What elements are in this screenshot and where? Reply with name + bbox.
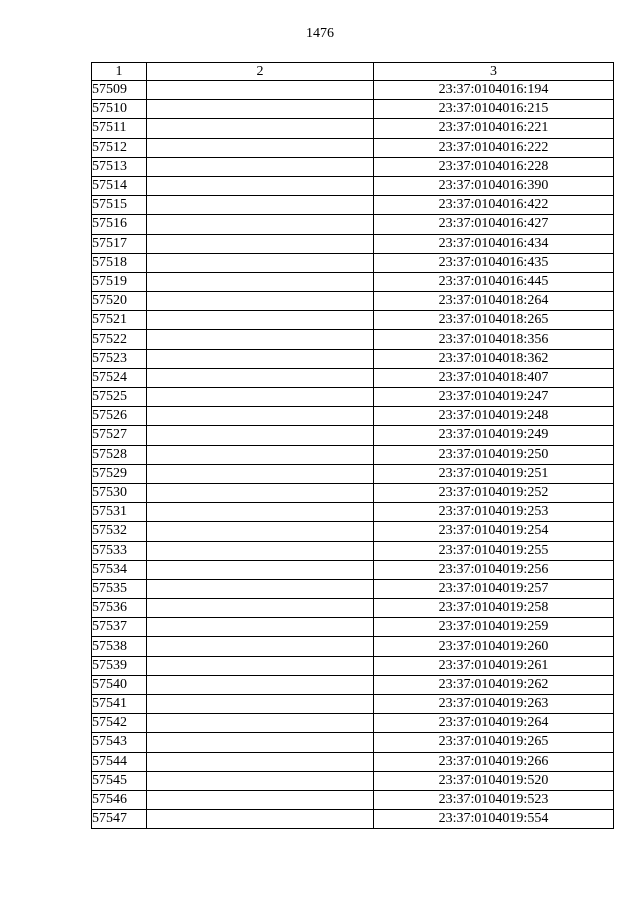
table-row: [92, 311, 614, 330]
row-number-cell: 57515: [92, 196, 147, 215]
cadastral-number-cell: 23:37:0104019:248: [374, 407, 614, 426]
row-number-cell: 57524: [92, 368, 147, 387]
row-number-cell: 57523: [92, 349, 147, 368]
cadastral-number-cell: 23:37:0104019:257: [374, 579, 614, 598]
table-row: [92, 292, 614, 311]
row-number-cell: 57545: [92, 771, 147, 790]
row-col2-cell: [147, 599, 374, 618]
table-row: [92, 445, 614, 464]
cadastral-number-cell: 23:37:0104016:422: [374, 196, 614, 215]
row-number-cell: 57519: [92, 272, 147, 291]
row-col2-cell: [147, 503, 374, 522]
row-number-cell: 57528: [92, 445, 147, 464]
row-number-cell: 57517: [92, 234, 147, 253]
row-number-cell: 57509: [92, 81, 147, 100]
row-number-cell: 57543: [92, 733, 147, 752]
cadastral-number-cell: 23:37:0104019:262: [374, 675, 614, 694]
row-number-cell: 57513: [92, 157, 147, 176]
row-number-cell: 57531: [92, 503, 147, 522]
row-number-cell: 57521: [92, 311, 147, 330]
row-number-cell: 57536: [92, 599, 147, 618]
row-col2-cell: [147, 579, 374, 598]
row-col2-cell: [147, 656, 374, 675]
table-row: [92, 157, 614, 176]
cadastral-number-cell: 23:37:0104019:259: [374, 618, 614, 637]
cadastral-number-cell: 23:37:0104019:520: [374, 771, 614, 790]
table-row: [92, 752, 614, 771]
cadastral-number-cell: 23:37:0104019:554: [374, 810, 614, 829]
table-row: [92, 330, 614, 349]
row-col2-cell: [147, 695, 374, 714]
table-row: [92, 81, 614, 100]
table-row: [92, 253, 614, 272]
cadastral-number-cell: 23:37:0104019:523: [374, 790, 614, 809]
row-number-cell: 57537: [92, 618, 147, 637]
row-col2-cell: [147, 330, 374, 349]
header-col-2: 2: [147, 63, 374, 81]
row-col2-cell: [147, 196, 374, 215]
row-number-cell: 57535: [92, 579, 147, 598]
table-row: [92, 541, 614, 560]
row-col2-cell: [147, 752, 374, 771]
cadastral-number-cell: 23:37:0104018:356: [374, 330, 614, 349]
cadastral-number-cell: 23:37:0104019:258: [374, 599, 614, 618]
row-number-cell: 57529: [92, 464, 147, 483]
cadastral-number-cell: 23:37:0104016:215: [374, 100, 614, 119]
row-col2-cell: [147, 215, 374, 234]
row-number-cell: 57542: [92, 714, 147, 733]
row-col2-cell: [147, 733, 374, 752]
row-number-cell: 57539: [92, 656, 147, 675]
cadastral-number-cell: 23:37:0104016:435: [374, 253, 614, 272]
row-col2-cell: [147, 522, 374, 541]
table-row: [92, 618, 614, 637]
row-col2-cell: [147, 81, 374, 100]
table-row: [92, 483, 614, 502]
cadastral-number-cell: 23:37:0104019:254: [374, 522, 614, 541]
table-row: [92, 810, 614, 829]
cadastral-number-cell: 23:37:0104019:263: [374, 695, 614, 714]
row-number-cell: 57546: [92, 790, 147, 809]
row-col2-cell: [147, 483, 374, 502]
cadastral-number-cell: 23:37:0104019:253: [374, 503, 614, 522]
row-number-cell: 57518: [92, 253, 147, 272]
row-col2-cell: [147, 292, 374, 311]
row-col2-cell: [147, 119, 374, 138]
row-number-cell: 57512: [92, 138, 147, 157]
row-number-cell: 57525: [92, 388, 147, 407]
cadastral-number-cell: 23:37:0104016:390: [374, 176, 614, 195]
cadastral-number-cell: 23:37:0104016:221: [374, 119, 614, 138]
row-col2-cell: [147, 714, 374, 733]
row-col2-cell: [147, 100, 374, 119]
table-row: [92, 388, 614, 407]
table-row: [92, 215, 614, 234]
row-col2-cell: [147, 253, 374, 272]
cadastral-number-cell: 23:37:0104019:250: [374, 445, 614, 464]
cadastral-number-cell: 23:37:0104016:427: [374, 215, 614, 234]
header-row: [92, 63, 614, 81]
cadastral-number-cell: 23:37:0104019:266: [374, 752, 614, 771]
header-col-3: 3: [374, 63, 614, 81]
row-number-cell: 57514: [92, 176, 147, 195]
row-col2-cell: [147, 637, 374, 656]
table-row: [92, 637, 614, 656]
cadastral-number-cell: 23:37:0104019:252: [374, 483, 614, 502]
row-col2-cell: [147, 272, 374, 291]
row-number-cell: 57532: [92, 522, 147, 541]
table-row: [92, 176, 614, 195]
cadastral-number-cell: 23:37:0104019:249: [374, 426, 614, 445]
table-row: [92, 733, 614, 752]
table-row: [92, 368, 614, 387]
row-number-cell: 57511: [92, 119, 147, 138]
table-row: [92, 714, 614, 733]
cadastral-number-cell: 23:37:0104016:228: [374, 157, 614, 176]
table-row: [92, 138, 614, 157]
row-col2-cell: [147, 157, 374, 176]
table-row: [92, 579, 614, 598]
row-col2-cell: [147, 560, 374, 579]
row-col2-cell: [147, 176, 374, 195]
table-row: [92, 695, 614, 714]
table-row: [92, 464, 614, 483]
table-row: [92, 234, 614, 253]
row-col2-cell: [147, 618, 374, 637]
row-col2-cell: [147, 234, 374, 253]
row-number-cell: 57522: [92, 330, 147, 349]
row-number-cell: 57538: [92, 637, 147, 656]
row-col2-cell: [147, 407, 374, 426]
cadastral-number-cell: 23:37:0104019:265: [374, 733, 614, 752]
row-number-cell: 57534: [92, 560, 147, 579]
row-number-cell: 57516: [92, 215, 147, 234]
table-row: [92, 407, 614, 426]
cadastral-number-cell: 23:37:0104019:251: [374, 464, 614, 483]
row-number-cell: 57520: [92, 292, 147, 311]
table-row: [92, 599, 614, 618]
table-row: [92, 522, 614, 541]
row-number-cell: 57544: [92, 752, 147, 771]
row-number-cell: 57547: [92, 810, 147, 829]
data-table: [91, 62, 614, 829]
cadastral-number-cell: 23:37:0104016:194: [374, 81, 614, 100]
row-col2-cell: [147, 445, 374, 464]
table-row: [92, 675, 614, 694]
row-col2-cell: [147, 790, 374, 809]
row-number-cell: 57527: [92, 426, 147, 445]
cadastral-number-cell: 23:37:0104018:264: [374, 292, 614, 311]
table-row: [92, 100, 614, 119]
row-col2-cell: [147, 464, 374, 483]
table-row: [92, 656, 614, 675]
table-row: [92, 426, 614, 445]
table-row: [92, 349, 614, 368]
table-row: [92, 790, 614, 809]
table-row: [92, 560, 614, 579]
row-col2-cell: [147, 675, 374, 694]
cadastral-number-cell: 23:37:0104019:255: [374, 541, 614, 560]
table-row: [92, 503, 614, 522]
cadastral-number-cell: 23:37:0104018:362: [374, 349, 614, 368]
row-col2-cell: [147, 368, 374, 387]
cadastral-number-cell: 23:37:0104016:445: [374, 272, 614, 291]
row-col2-cell: [147, 771, 374, 790]
row-number-cell: 57530: [92, 483, 147, 502]
page-number: 1476: [306, 26, 334, 41]
row-number-cell: 57526: [92, 407, 147, 426]
row-number-cell: 57540: [92, 675, 147, 694]
cadastral-number-cell: 23:37:0104018:407: [374, 368, 614, 387]
row-col2-cell: [147, 426, 374, 445]
cadastral-number-cell: 23:37:0104016:434: [374, 234, 614, 253]
cadastral-number-cell: 23:37:0104019:261: [374, 656, 614, 675]
row-col2-cell: [147, 388, 374, 407]
row-col2-cell: [147, 138, 374, 157]
header-col-1: 1: [92, 63, 147, 81]
cadastral-number-cell: 23:37:0104018:265: [374, 311, 614, 330]
table-row: [92, 196, 614, 215]
row-col2-cell: [147, 349, 374, 368]
table-row: [92, 119, 614, 138]
row-col2-cell: [147, 810, 374, 829]
row-number-cell: 57510: [92, 100, 147, 119]
cadastral-number-cell: 23:37:0104019:260: [374, 637, 614, 656]
row-number-cell: 57533: [92, 541, 147, 560]
table-body: [92, 81, 614, 829]
row-col2-cell: [147, 311, 374, 330]
table-header: [92, 63, 614, 81]
cadastral-number-cell: 23:37:0104019:247: [374, 388, 614, 407]
cadastral-number-cell: 23:37:0104016:222: [374, 138, 614, 157]
cadastral-number-cell: 23:37:0104019:264: [374, 714, 614, 733]
cadastral-number-cell: 23:37:0104019:256: [374, 560, 614, 579]
row-col2-cell: [147, 541, 374, 560]
table-row: [92, 771, 614, 790]
row-number-cell: 57541: [92, 695, 147, 714]
table-row: [92, 272, 614, 291]
